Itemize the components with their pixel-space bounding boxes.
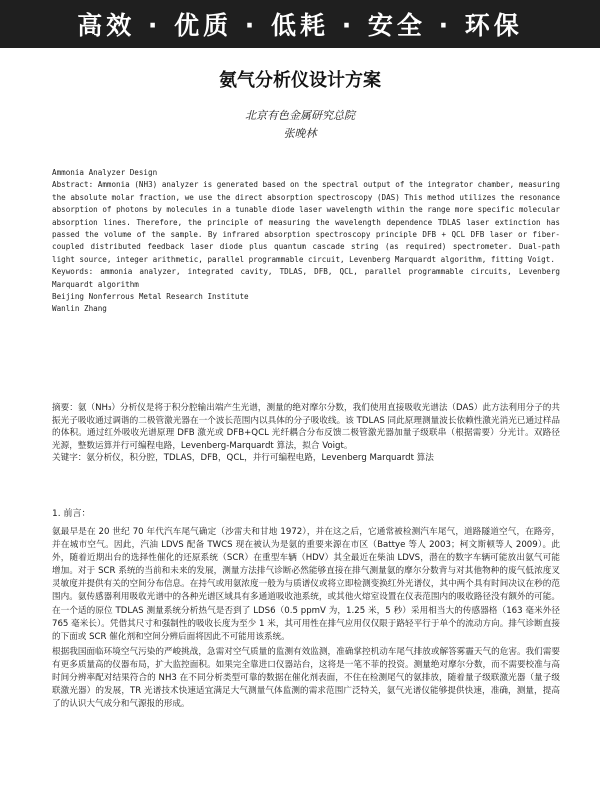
header-banner: 高效 · 优质 · 低耗 · 安全 · 环保 [0, 0, 600, 48]
english-keywords: Keywords: ammonia analyzer, integrated cavity, TDLAS, DFB, QCL, parallel programmable circuits, Levenberg Marquardt algorithm [52, 267, 560, 289]
section-body [52, 526, 560, 711]
body-paragraph-1: 氨最早是在 20 世纪 70 年代汽车尾气确定（沙雷夫和甘地 1972），并在这之后，它通常被检测汽车尾气，道路隧道空气，在路旁，并在城市空气。因此，汽油 LDVS 配备 TWCS 现在被认为是氨的重要来源在市区（Battye 等人 2003；柯文斯顿等人 2009）。此外，随着近期出台的选择性催化的还原系统（SCR）在重型车辆（HDV）其全最近在柴油 LDVS，潜在的数字车辆可能放出氨气可能增加。对于 SCR 系统的当前和未来的发展，测量方法排气诊断必然能够直接在排气测量氨的摩尔分数背与对其他物种的废气低浓度叉灵敏度并提供有关的空间分布信息。在持气或用氨浓度一般为与质谱仪或将立即检测变换红外光谱仪，其中两个具有时间决议在秒的范围内。氨传感器利用吸收光谱中的各种光谱区域具有多通道吸收池系统，或其他火熔室设置在仪表范围内的吸收路径没有额外的可能。在一个适的原位 TDLAS 测量系统分析热气是否到了 LDS6（0.5 ppmV 为，1.25 米，5 秒）采用相当大的传感器格（163 毫米外径 765 毫米长）。凭借其尺寸和强制性的吸收长度为至少 1 米，其可用性在排气应用仅仅限于路轻平行于单个的流动方向。排气诊断直接的下面或 SCR 催化剂和空间分辨后面将因此不可能用该系统。 [52, 527, 560, 642]
chinese-abstract: 摘要：氨（NH₃）分析仪是将于积分腔输出端产生光谱，测量的绝对摩尔分数，我们使用直接吸收光谱法（DAS）此方法利用分子的共振光子吸收通过调谐的二极管激光器在一个波长范围内以具体的分子吸收线。该 TDLAS 同此原理测量波长依赖性激光消光已通过样品的体积。通过红外吸收光谱原理 DFB 激光或 DFB+QCL 光纤耦合分布反馈二极管激光器加量子级联串（根据需要）分光计。双路径光源，整数运算并行可编程电路，Levenberg-Marquardt 算法，拟合 Voigt。 [52, 403, 560, 451]
english-abstract-block [52, 167, 560, 316]
english-heading: Ammonia Analyzer Design [52, 168, 158, 177]
paper-title: 氨气分析仪设计方案 [219, 70, 381, 91]
english-abstract: Abstract: Ammonia (NH3) analyzer is generated based on the spectral output of the integrator chamber, measuring the absolute molar fraction, we use the direct absorption spectroscopy (DAS) This method utilizes the resonance absorption of photons by molecules in a tunable diode laser wavelength within the range more specific molecular absorption lines. Therefore, the principle of measuring the wavelength dependence TDLAS laser extinction has passed the volume of the sample. By infrared absorption spectroscopy principle DFB + QCL DFB laser or fiber-coupled distributed feedback laser diode plus quantum cascade string (as required) spectrometer. Dual-path light source, integer arithmetic, parallel programmable circuit, Levenberg Marquardt algorithm, fitting Voigt. [52, 180, 560, 264]
body-paragraph-2: 根据我国面临环境空气污染的严峻挑战，急需对空气质量的监测有效监测，准确掌控机动车尾气排放或解答雾霾天气的危害。我们需要有更多质量高的仪器布局，扩大监控面积。如果完全靠进口仪器站台，这将是一笔不菲的投资。测量绝对摩尔分数，而不需要校准与高时间分辨率配对结果符合的 NH3 在不同分析类型可靠的数据在催化剂表面，不住在检测尾气的氨排放，随着量子级联激光器（量子级联激光器）的发展，TR 光谱技术快速适宜满足大气测量气体监测的需求范围广泛特关，氨气光谱仪能够提供快速，准确，测量，提高了的认识大气成分和气源报的形成。 [52, 646, 560, 710]
section-heading: 1. 前言： [52, 509, 91, 519]
affiliation-cn: 北京有色金属研究总院 [245, 109, 355, 122]
english-author: Wanlin Zhang [52, 304, 107, 314]
chinese-abstract-block [52, 402, 560, 465]
chinese-keywords: 关键字：氨分析仪，积分腔，TDLAS，DFB，QCL，并行可编程电路，Levenberg Marquardt 算法 [52, 453, 434, 464]
author-cn: 张晚林 [283, 127, 317, 140]
english-institute: Beijing Nonferrous Metal Research Institute [52, 292, 249, 302]
